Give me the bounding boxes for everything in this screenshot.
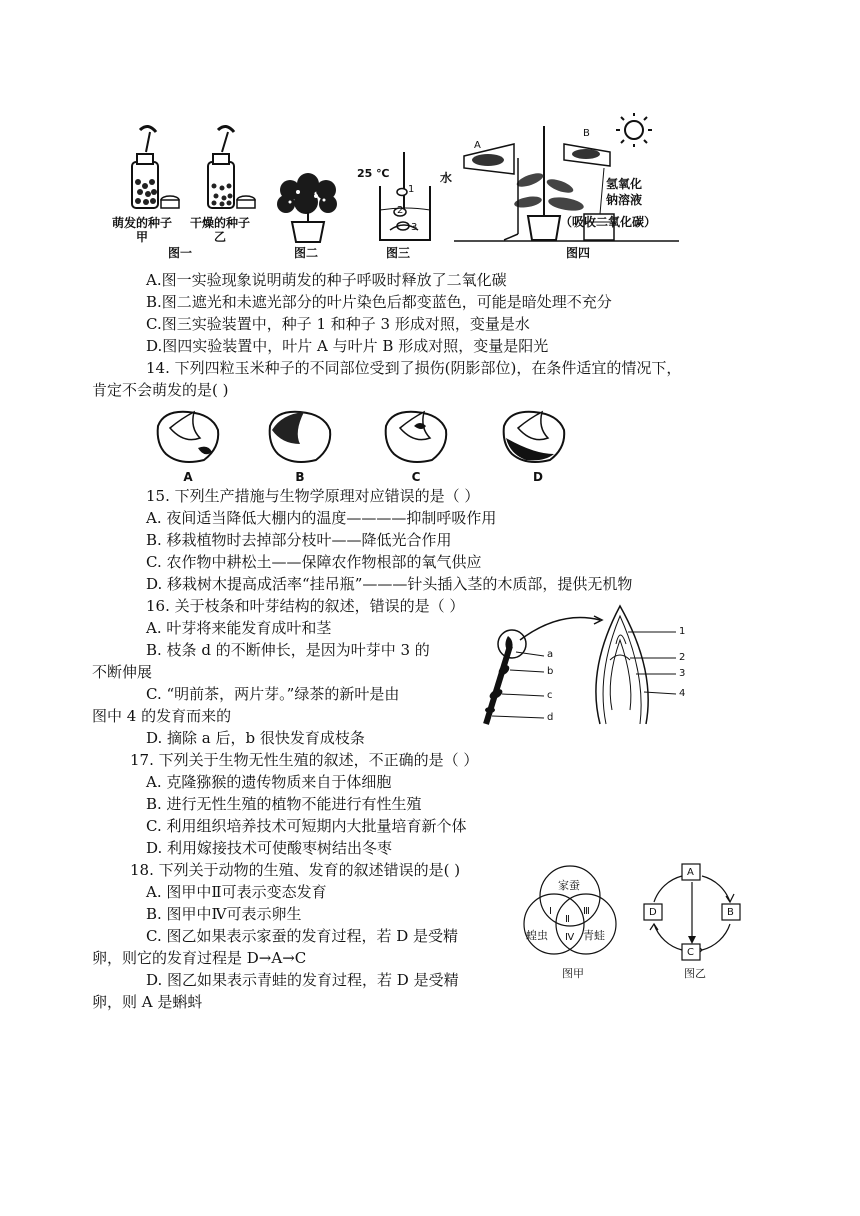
- fig2-title: 图二: [293, 246, 318, 260]
- branch-label-a: a: [547, 649, 554, 660]
- fig1-caption-a: [102, 216, 182, 244]
- fig4-label-b: B: [583, 128, 590, 139]
- q15-option-b: B. 移栽植物时去掉部分枝叶——降低光合作用: [146, 531, 452, 549]
- figure-2-potted-plant: [268, 172, 348, 246]
- q14-stem-line1: 14. 下列四粒玉米种子的不同部位受到了损伤(阴影部位)，在条件适宜的情况下，: [146, 359, 682, 377]
- q14-stem-line2: 肯定不会萌发的是( ): [92, 381, 229, 399]
- q16-option-d: D. 摘除 a 后，b 很快发育成枝条: [146, 729, 365, 747]
- q16-stem: 16. 关于枝条和叶芽结构的叙述，错误的是（ ）: [146, 597, 465, 615]
- q18-option-d-line2: 卵，则 A 是蝌蚪: [92, 993, 203, 1011]
- q14-label-a: A: [183, 470, 193, 484]
- q15-option-a: A. 夜间适当降低大棚内的温度————抑制呼吸作用: [146, 509, 497, 527]
- q13-option-c: C.图三实验装置中，种子 1 和种子 3 形成对照，变量是水: [146, 315, 530, 333]
- q14-label-b: B: [295, 470, 305, 484]
- fig1-caption-b-text: 干燥的种子: [189, 216, 250, 230]
- q18-stem: 18. 下列关于动物的生殖、发育的叙述错误的是( ): [130, 861, 461, 879]
- q15-stem: 15. 下列生产措施与生物学原理对应错误的是（ ）: [146, 487, 480, 505]
- venn-locust: 蝗虫: [526, 929, 548, 942]
- q14-label-c: C: [411, 470, 421, 484]
- q18-venn-diagram: [520, 862, 620, 962]
- fig4-note: （吸收二氧化碳）: [560, 215, 657, 229]
- fig1-caption-a-text: 萌发的种子: [111, 216, 172, 230]
- venn-silkworm: 家蚕: [558, 879, 580, 892]
- q14-label-d: D: [533, 470, 543, 484]
- venn-region-4: Ⅳ: [565, 932, 575, 943]
- q17-option-c: C. 利用组织培养技术可短期内大批量培育新个体: [146, 817, 467, 835]
- q16-option-c-line2: 图中 4 的发育而来的: [92, 707, 232, 725]
- bud-label-4: 4: [679, 688, 686, 699]
- fig3-n1: 1: [408, 184, 415, 195]
- cycle-node-c: C: [687, 947, 694, 958]
- q13-option-a: A.图一实验现象说明萌发的种子呼吸时释放了二氧化碳: [146, 271, 507, 289]
- fig4-label-a: A: [474, 140, 481, 151]
- cycle-node-b: B: [727, 907, 734, 918]
- fig1-sub-a: 甲: [135, 230, 148, 244]
- venn-region-1: Ⅰ: [549, 906, 552, 917]
- fig3-n3: 3: [411, 222, 418, 233]
- cycle-node-a: A: [687, 867, 694, 878]
- venn-title: 图甲: [562, 967, 584, 980]
- q18-option-c-line2: 卵，则它的发育过程是 D→A→C: [92, 949, 307, 967]
- q13-option-b: B.图二遮光和未遮光部分的叶片染色后都变蓝色，可能是暗处理不充分: [146, 293, 612, 311]
- fig1-sub-b: 乙: [213, 230, 226, 244]
- q16-option-c-line1: C. “明前茶，两片芽。”绿茶的新叶是由: [146, 685, 400, 703]
- fig1-title: 图一: [167, 246, 192, 260]
- figure-3-beaker: [370, 150, 440, 246]
- branch-label-d: d: [547, 712, 554, 723]
- cycle-node-d: D: [649, 907, 657, 918]
- cycle-title: 图乙: [684, 967, 706, 980]
- fig4-naoh-1: 氢氧化: [606, 177, 643, 191]
- bud-label-2: 2: [679, 652, 686, 663]
- fig3-title: 图三: [385, 246, 410, 260]
- fig3-temp: 25 ℃: [357, 167, 390, 180]
- venn-region-2: Ⅱ: [565, 914, 570, 925]
- fig4-title: 图四: [565, 246, 590, 260]
- q18-option-a: A. 图甲中Ⅱ可表示变态发育: [146, 883, 327, 901]
- fig4-naoh-2: 钠溶液: [606, 193, 643, 207]
- fig1-caption-b: [180, 216, 260, 244]
- fig3-n2: 2: [397, 205, 404, 216]
- q16-branch-bud-figure: [460, 600, 720, 728]
- branch-label-b: b: [547, 666, 554, 677]
- q17-option-d: D. 利用嫁接技术可使酸枣树结出冬枣: [146, 839, 393, 857]
- q15-option-d: D. 移栽树木提高成活率“挂吊瓶”———针头插入茎的木质部，提供无机物: [146, 575, 633, 593]
- q16-option-b-line1: B. 枝条 d 的不断伸长，是因为叶芽中 3 的: [146, 641, 430, 659]
- q18-option-b: B. 图甲中Ⅳ可表示卵生: [146, 905, 302, 923]
- venn-region-3: Ⅲ: [583, 906, 590, 917]
- q16-option-b-line2: 不断伸展: [92, 663, 153, 681]
- q15-option-c: C. 农作物中耕松土——保障农作物根部的氧气供应: [146, 553, 482, 571]
- q17-option-a: A. 克隆猕猴的遗传物质来自于体细胞: [146, 773, 392, 791]
- q16-option-a: A. 叶芽将来能发育成叶和茎: [146, 619, 332, 637]
- venn-frog: 青蛙: [583, 929, 605, 942]
- q14-corn-seeds: [154, 404, 584, 468]
- fig4-water: 水: [440, 171, 453, 185]
- q13-option-d: D.图四实验装置中，叶片 A 与叶片 B 形成对照，变量是阳光: [146, 337, 549, 355]
- bud-label-3: 3: [679, 668, 686, 679]
- q18-option-c-line1: C. 图乙如果表示家蚕的发育过程，若 D 是受精: [146, 927, 459, 945]
- branch-label-c: c: [547, 690, 553, 701]
- bud-label-1: 1: [679, 626, 686, 637]
- q18-option-d-line1: D. 图乙如果表示青蛙的发育过程，若 D 是受精: [146, 971, 459, 989]
- q17-option-b: B. 进行无性生殖的植物不能进行有性生殖: [146, 795, 422, 813]
- q17-stem: 17. 下列关于生物无性生殖的叙述，不正确的是（ ）: [130, 751, 479, 769]
